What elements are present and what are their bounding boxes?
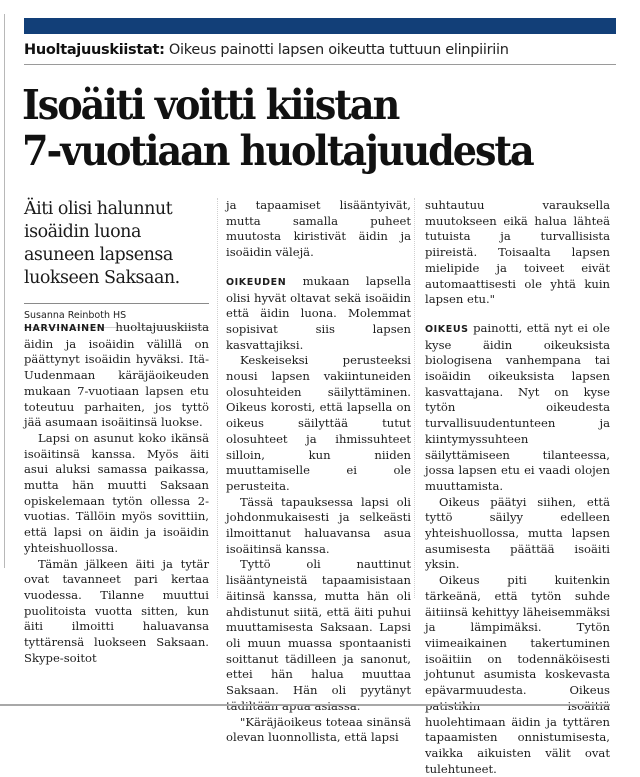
kicker-text: Oikeus painotti lapsen oikeutta tuttuun elinpiiriin — [164, 42, 509, 58]
paragraph — [425, 321, 610, 495]
headline-line-1: Isoäiti voitti kiistan — [22, 81, 399, 129]
paragraph: Oikeus päätyi siihen, että tyttö säilyy edelleen yhteishuollossa, mutta lapsen asumisesta päättää isoäiti yksin. — [425, 494, 610, 572]
deck-subheading: Äiti olisi halunnut isoäidin luona asuneen lapsensa luokseen Saksaan. — [24, 199, 180, 288]
column-divider-2 — [414, 198, 415, 598]
left-margin-rule — [4, 14, 5, 568]
section-color-bar — [24, 18, 616, 34]
headline-line-2: 7-vuotiaan huoltajuudesta — [22, 127, 533, 175]
paragraph: Tässä tapauksessa lapsi oli johdonmukaisesti ja selkeästi ilmoittanut haluavansa asua isoäitinsä kanssa. — [226, 494, 411, 556]
paragraph: Tyttö oli nauttinut lisääntyneistä tapaamisistaan äitinsä kanssa, mutta hän oli ahdistunut siitä, että äiti puhui muuttamisesta Saksaan. Lapsi oli muun muassa spontaanisti soittanut tädilleen ja sanonut, ettei hän halua muuttaa Saksaan. Hän oli pyytänyt — [226, 557, 411, 698]
lead-in: OIKEUS — [425, 323, 469, 335]
paragraph: suhtautuu varauksella muutokseen eikä halua lähteä tutuista ja turvallisista piireistä. Toisaalta lapsen mielipide ja toiveet eivät automaattisesti ole yhtä kuin lapsen etu." — [425, 198, 610, 307]
kicker-line — [24, 38, 616, 65]
lead-in: HARVINAINEN — [24, 323, 106, 334]
article-column-1 — [24, 320, 209, 666]
paragraph: "Käräjäoikeus toteaa sinänsä olevan luonnollista, että lapsi — [226, 714, 411, 745]
lead-in: OIKEUDEN — [226, 276, 287, 288]
paragraph-text: mukaan lapsella olisi hyvät oltavat sekä isoäidin että äidin luona. Molemmat sopisivat siis lapsen kasvattajiksi. — [226, 273, 411, 352]
paragraph-text: painotti, että nyt ei ole kyse äidin oikeuksista biologisena vanhempana tai isoäidin oikeuksista lapsen kasvattajana. Nyt on kyse tytön oikeudesta turvallisuudentunteen ja kiintymyssuhteen säilyttämiseen tilanteessa, jossa lapsen etu ei vaadi olojen muuttamista. — [425, 320, 610, 493]
kicker-label: Huoltajuuskiistat: — [24, 42, 165, 58]
byline: Susanna Reinboth HS — [24, 309, 209, 328]
article-column-3 — [425, 198, 610, 777]
paragraph: Keskeiseksi perusteeksi nousi lapsen vakiintuneiden olosuhteiden säilyttäminen. Oikeus korosti, että lapsella on oikeus säilyttää tutut olosuhteet ja ihmissuhteet silloin, kun niiden muuttamiselle ei ole perusteita. — [226, 353, 411, 493]
article-column-2 — [226, 198, 411, 746]
paragraph — [24, 320, 209, 431]
paragraph: Lapsi on asunut koko ikänsä isoäitinsä kanssa. Myös äiti asui aluksi samassa paikassa, mutta hän muutti Saksaan opiskelemaan tytön ollessa 2-vuotias. Tällöin myös sovittiin, että lapsi on äidin ja isoäidin yhteishuollossa. — [24, 430, 209, 555]
paragraph-text: huoltajuuskiista äidin ja isoäidin välillä on päättynyt isoäidin hyväksi. Itä-Uudenmaan käräjäoikeuden mukaan 7-vuotiaan lapsen etu toteutuu parhaiten, jos tyttö jää asumaan isoäitinsä luokse. — [24, 320, 209, 430]
deck-divider — [24, 303, 209, 304]
paragraph: Oikeus piti kuitenkin tärkeänä, että tytön suhde äitiinsä kehittyy läheisemmäksi ja lämpimäksi. Tytön viimeaikainen takertuminen isoäitiin on todennäköisesti johtunut asumista koskevasta epävarmuudesta. Oikeus huolehtimaan äidin ja tyttären tapaamisten onnistumisesta, vaikka aikuisten välit ovat tulehtuneet. — [425, 573, 610, 776]
paragraph: ja tapaamiset lisääntyivät, mutta samalla puheet muutosta kiristivät äidin ja isoäidin välejä. — [226, 198, 411, 260]
paragraph: Tämän jälkeen äiti ja tytär ovat tavanneet pari kertaa vuodessa. Tilanne muuttui puolitoista vuotta sitten, kun äiti ilmoitti haluavansa tyttärensä luokseen Saksaan. Skype-soitot — [24, 556, 209, 665]
column-divider-1 — [217, 198, 218, 598]
paragraph — [226, 274, 411, 354]
bottom-divider — [0, 704, 610, 706]
headline — [22, 82, 580, 174]
